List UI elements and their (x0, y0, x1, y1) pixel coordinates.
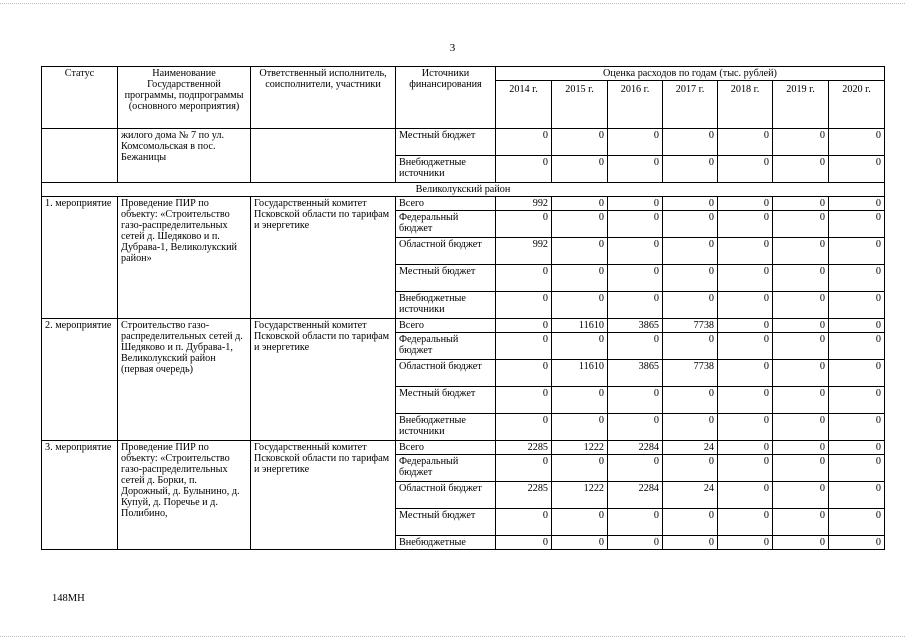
value-cell: 0 (663, 197, 718, 211)
value-cell: 0 (496, 292, 552, 319)
source-label: Местный бюджет (396, 387, 496, 414)
value-cell: 0 (829, 265, 885, 292)
value-cell: 0 (608, 292, 663, 319)
value-cell: 0 (552, 387, 608, 414)
table-row (42, 319, 885, 333)
source-label: Местный бюджет (396, 265, 496, 292)
value-cell: 0 (829, 129, 885, 156)
header-year: 2017 г. (663, 81, 718, 129)
status-cell: 1. мероприятие (42, 197, 118, 319)
value-cell: 0 (552, 156, 608, 183)
value-cell: 0 (773, 441, 829, 455)
source-label: Внебюджетные (396, 536, 496, 550)
value-cell: 0 (773, 536, 829, 550)
value-cell: 0 (552, 536, 608, 550)
value-cell: 0 (829, 292, 885, 319)
value-cell: 0 (663, 292, 718, 319)
value-cell: 0 (829, 509, 885, 536)
value-cell: 0 (552, 455, 608, 482)
value-cell: 0 (718, 292, 773, 319)
value-cell: 0 (829, 387, 885, 414)
value-cell: 0 (829, 333, 885, 360)
source-label: Областной бюджет (396, 238, 496, 265)
activity-name: Проведение ПИР по объекту: «Строительство газо-распределительных сетей д. Шедяково и п. Дубрава-1, Великолукский район» (118, 197, 251, 319)
value-cell: 0 (663, 265, 718, 292)
value-cell: 0 (608, 129, 663, 156)
value-cell: 0 (829, 536, 885, 550)
value-cell: 0 (663, 509, 718, 536)
budget-table (41, 66, 885, 550)
value-cell: 0 (773, 360, 829, 387)
value-cell: 3865 (608, 360, 663, 387)
value-cell: 0 (608, 238, 663, 265)
value-cell: 0 (552, 265, 608, 292)
value-cell: 3865 (608, 319, 663, 333)
document-code: 148МН (52, 593, 85, 604)
activity-name: Строительство газо-распределительных сетей д. Шедяково и п. Дубрава-1, Великолукский район (первая очередь) (118, 319, 251, 441)
responsible-cell (251, 129, 396, 183)
value-cell: 24 (663, 441, 718, 455)
table-row (42, 441, 885, 455)
value-cell: 0 (718, 360, 773, 387)
value-cell: 0 (608, 211, 663, 238)
value-cell: 0 (829, 482, 885, 509)
value-cell: 992 (496, 197, 552, 211)
value-cell: 0 (663, 211, 718, 238)
value-cell: 0 (773, 414, 829, 441)
value-cell: 2284 (608, 441, 663, 455)
value-cell: 0 (718, 333, 773, 360)
value-cell: 0 (773, 156, 829, 183)
value-cell: 992 (496, 238, 552, 265)
value-cell: 0 (718, 536, 773, 550)
value-cell: 0 (829, 441, 885, 455)
value-cell: 0 (552, 238, 608, 265)
value-cell: 0 (718, 197, 773, 211)
scan-edge-top (0, 3, 905, 5)
value-cell: 0 (496, 360, 552, 387)
source-label: Местный бюджет (396, 129, 496, 156)
value-cell: 0 (496, 265, 552, 292)
value-cell: 0 (718, 319, 773, 333)
value-cell: 0 (773, 265, 829, 292)
value-cell: 2285 (496, 482, 552, 509)
value-cell: 0 (552, 509, 608, 536)
value-cell: 0 (718, 414, 773, 441)
header-estimate: Оценка расходов по годам (тыс. рублей) (496, 67, 885, 81)
value-cell: 7738 (663, 319, 718, 333)
value-cell: 0 (773, 319, 829, 333)
value-cell: 11610 (552, 319, 608, 333)
value-cell: 0 (663, 156, 718, 183)
value-cell: 0 (718, 387, 773, 414)
value-cell: 0 (829, 197, 885, 211)
header-year: 2020 г. (829, 81, 885, 129)
value-cell: 2284 (608, 482, 663, 509)
value-cell: 0 (773, 509, 829, 536)
header-year: 2015 г. (552, 81, 608, 129)
value-cell: 0 (608, 536, 663, 550)
value-cell: 0 (773, 238, 829, 265)
value-cell: 0 (773, 129, 829, 156)
source-label: Внебюджетные источники (396, 414, 496, 441)
value-cell: 0 (496, 333, 552, 360)
responsible-cell: Государственный комитет Псковской области по тарифам и энергетике (251, 441, 396, 550)
value-cell: 0 (829, 238, 885, 265)
value-cell: 0 (718, 441, 773, 455)
source-label: Местный бюджет (396, 509, 496, 536)
section-title: Великолукский район (42, 183, 885, 197)
header-name: Наименование Государственной программы, подпрограммы (основного мероприятия) (118, 67, 251, 129)
header-responsible: Ответственный исполнитель, соисполнители, участники (251, 67, 396, 129)
value-cell: 0 (829, 455, 885, 482)
page-number: 3 (449, 42, 456, 54)
value-cell: 0 (496, 387, 552, 414)
header-year: 2016 г. (608, 81, 663, 129)
source-label: Областной бюджет (396, 360, 496, 387)
value-cell: 1222 (552, 441, 608, 455)
value-cell: 0 (608, 265, 663, 292)
header-year: 2019 г. (773, 81, 829, 129)
table-row (42, 129, 885, 156)
value-cell: 0 (496, 536, 552, 550)
value-cell: 0 (663, 455, 718, 482)
value-cell: 0 (608, 333, 663, 360)
value-cell: 0 (608, 455, 663, 482)
value-cell: 0 (608, 387, 663, 414)
value-cell: 0 (773, 211, 829, 238)
value-cell: 0 (829, 360, 885, 387)
value-cell: 0 (829, 156, 885, 183)
value-cell: 0 (773, 292, 829, 319)
value-cell: 0 (496, 455, 552, 482)
value-cell: 1222 (552, 482, 608, 509)
value-cell: 0 (552, 197, 608, 211)
header-sources: Источники финансирования (396, 67, 496, 129)
value-cell: 0 (496, 211, 552, 238)
value-cell: 7738 (663, 360, 718, 387)
value-cell: 0 (718, 509, 773, 536)
source-label: Федеральный бюджет (396, 333, 496, 360)
header-status: Статус (42, 67, 118, 129)
value-cell: 0 (608, 197, 663, 211)
source-label: Областной бюджет (396, 482, 496, 509)
value-cell: 0 (496, 129, 552, 156)
value-cell: 0 (552, 333, 608, 360)
source-label: Всего (396, 441, 496, 455)
value-cell: 0 (829, 211, 885, 238)
source-label: Всего (396, 197, 496, 211)
value-cell: 0 (829, 319, 885, 333)
value-cell: 0 (773, 455, 829, 482)
header-year: 2018 г. (718, 81, 773, 129)
source-label: Федеральный бюджет (396, 211, 496, 238)
status-cell: 3. мероприятие (42, 441, 118, 550)
table-row (42, 197, 885, 211)
source-label: Всего (396, 319, 496, 333)
value-cell: 0 (829, 414, 885, 441)
value-cell: 0 (552, 129, 608, 156)
value-cell: 0 (663, 387, 718, 414)
source-label: Федеральный бюджет (396, 455, 496, 482)
value-cell: 0 (718, 455, 773, 482)
value-cell: 0 (718, 238, 773, 265)
value-cell: 0 (496, 319, 552, 333)
value-cell: 0 (552, 292, 608, 319)
value-cell: 0 (773, 197, 829, 211)
value-cell: 0 (773, 387, 829, 414)
value-cell: 0 (608, 156, 663, 183)
value-cell: 0 (718, 211, 773, 238)
status-cell: 2. мероприятие (42, 319, 118, 441)
responsible-cell: Государственный комитет Псковской области по тарифам и энергетике (251, 197, 396, 319)
value-cell: 24 (663, 482, 718, 509)
section-row (42, 183, 885, 197)
value-cell: 0 (608, 414, 663, 441)
value-cell: 0 (718, 129, 773, 156)
source-label: Внебюджетные источники (396, 292, 496, 319)
activity-name: жилого дома № 7 по ул. Комсомольская в пос. Бежаницы (118, 129, 251, 183)
value-cell: 0 (773, 482, 829, 509)
value-cell: 0 (663, 414, 718, 441)
value-cell: 0 (663, 129, 718, 156)
value-cell: 0 (496, 414, 552, 441)
value-cell: 0 (718, 482, 773, 509)
scan-edge-bottom (0, 636, 905, 638)
value-cell: 0 (496, 509, 552, 536)
header-year: 2014 г. (496, 81, 552, 129)
status-cell (42, 129, 118, 183)
value-cell: 0 (718, 265, 773, 292)
value-cell: 0 (663, 238, 718, 265)
value-cell: 0 (608, 509, 663, 536)
source-label: Внебюджетные источники (396, 156, 496, 183)
value-cell: 2285 (496, 441, 552, 455)
value-cell: 0 (552, 414, 608, 441)
responsible-cell: Государственный комитет Псковской области по тарифам и энергетике (251, 319, 396, 441)
value-cell: 11610 (552, 360, 608, 387)
value-cell: 0 (773, 333, 829, 360)
value-cell: 0 (663, 333, 718, 360)
value-cell: 0 (496, 156, 552, 183)
value-cell: 0 (663, 536, 718, 550)
activity-name: Проведение ПИР по объекту: «Строительство газо-распределительных сетей д. Борки, п. Дорожный, д. Булынино, д. Купуй, д. Поречье и д. Полибино, (118, 441, 251, 550)
value-cell: 0 (718, 156, 773, 183)
value-cell: 0 (552, 211, 608, 238)
